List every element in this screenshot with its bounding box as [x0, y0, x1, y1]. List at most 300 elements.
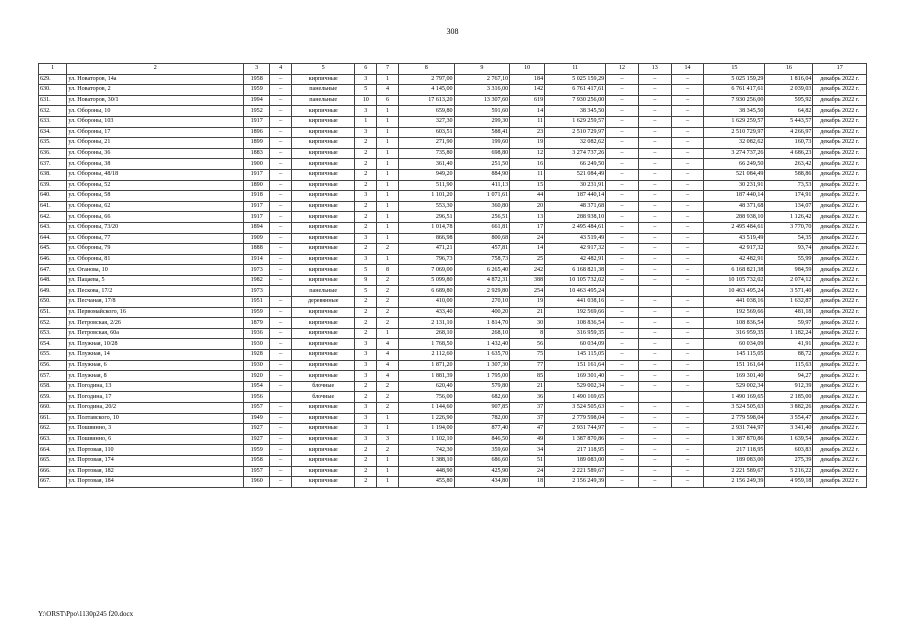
table-cell: 647.	[39, 265, 67, 276]
table-cell: 1 144,60	[398, 403, 454, 414]
table-cell: 2	[377, 286, 399, 297]
table-cell: –	[606, 371, 639, 382]
table-cell: –	[671, 127, 704, 138]
table-cell: 10 105 732,02	[704, 275, 765, 286]
table-cell: 32 082,62	[704, 138, 765, 149]
table-cell: 3	[355, 106, 377, 117]
table-cell: 1917	[244, 116, 270, 127]
table-cell: 649.	[39, 286, 67, 297]
table-cell: 3 770,70	[765, 222, 813, 233]
table-cell: блочные	[292, 392, 355, 403]
table-cell: 268,10	[454, 328, 510, 339]
table-cell: декабрь 2022 г.	[813, 148, 867, 159]
table-cell: декабрь 2022 г.	[813, 297, 867, 308]
table-cell: 735,80	[398, 148, 454, 159]
table-cell: 1951	[244, 297, 270, 308]
table-cell: 34	[510, 445, 545, 456]
table-cell: 2	[355, 381, 377, 392]
table-cell	[270, 392, 292, 403]
table-cell: 3 316,00	[454, 85, 510, 96]
table-cell: 2	[355, 244, 377, 255]
table-cell: ул. Обороны, 36	[67, 148, 244, 159]
table-cell: декабрь 2022 г.	[813, 286, 867, 297]
table-cell: ул. Портовая, 174	[67, 455, 244, 466]
table-cell: 15	[510, 180, 545, 191]
table-cell: 698,80	[454, 148, 510, 159]
table-cell: 4	[377, 85, 399, 96]
table-cell: –	[606, 297, 639, 308]
table-cell: декабрь 2022 г.	[813, 339, 867, 350]
table-cell: 1917	[244, 212, 270, 223]
table-cell: –	[671, 403, 704, 414]
table-cell: кирпичные	[292, 127, 355, 138]
table-cell: –	[606, 403, 639, 414]
table-cell: 634.	[39, 127, 67, 138]
table-cell: 4 959,18	[765, 477, 813, 488]
table-cell: –	[638, 106, 671, 117]
table-cell: –	[606, 339, 639, 350]
table-cell: –	[638, 244, 671, 255]
table-cell: –	[638, 201, 671, 212]
table-cell: кирпичные	[292, 116, 355, 127]
table-cell: 2	[355, 445, 377, 456]
table-cell: 2 510 729,97	[545, 127, 606, 138]
table-body	[39, 74, 867, 487]
table-cell: 650.	[39, 297, 67, 308]
table-cell: кирпичные	[292, 159, 355, 170]
table-cell: 359,60	[454, 445, 510, 456]
table-row	[39, 307, 867, 318]
table-cell: 949,20	[398, 169, 454, 180]
table-cell: 5 099,80	[398, 275, 454, 286]
table-cell: кирпичные	[292, 169, 355, 180]
table-cell: 3	[355, 371, 377, 382]
table-cell: 66 249,50	[545, 159, 606, 170]
table-cell: 1	[377, 466, 399, 477]
table-cell: –	[606, 265, 639, 276]
table-cell: –	[606, 180, 639, 191]
table-cell: 299,30	[454, 116, 510, 127]
table-cell: –	[671, 275, 704, 286]
table-cell: 2	[355, 138, 377, 149]
table-cell: –	[606, 95, 639, 106]
table-cell: ул. Обороны, 52	[67, 180, 244, 191]
table-cell: –	[671, 381, 704, 392]
table-cell: 1	[377, 169, 399, 180]
table-cell: 1 387 870,86	[704, 434, 765, 445]
table-cell: декабрь 2022 г.	[813, 116, 867, 127]
table-cell: 43 519,49	[704, 233, 765, 244]
table-cell: 631.	[39, 95, 67, 106]
table-cell: 187 440,14	[704, 191, 765, 202]
table-cell: 1 102,10	[398, 434, 454, 445]
table-cell: 663.	[39, 434, 67, 445]
table-cell: 42 482,91	[545, 254, 606, 265]
table-row	[39, 403, 867, 414]
table-cell: 3	[355, 127, 377, 138]
table-cell: –	[270, 74, 292, 85]
table-cell: 2 039,03	[765, 85, 813, 96]
table-cell: кирпичные	[292, 328, 355, 339]
table-cell: 60 034,09	[704, 339, 765, 350]
table-cell: ул. Новаторов, 2	[67, 85, 244, 96]
table-cell: декабрь 2022 г.	[813, 254, 867, 265]
table-cell: 636.	[39, 148, 67, 159]
table-cell: ул. Портовая, 182	[67, 466, 244, 477]
table-cell: –	[270, 477, 292, 488]
table-cell: 425,90	[454, 466, 510, 477]
table-cell: 2 074,12	[765, 275, 813, 286]
table-cell: –	[270, 275, 292, 286]
column-number-header: 5	[292, 64, 355, 75]
table-cell: 360,80	[454, 201, 510, 212]
table-cell: 511,90	[398, 180, 454, 191]
table-cell: 659,80	[398, 106, 454, 117]
table-cell: 10 463 495,24	[545, 286, 606, 297]
table-cell: 2	[355, 222, 377, 233]
table-cell: 1	[377, 455, 399, 466]
table-cell: 192 569,66	[704, 307, 765, 318]
table-cell: 1 629 259,57	[704, 116, 765, 127]
table-cell: 411,13	[454, 180, 510, 191]
table-cell: 20	[510, 201, 545, 212]
table-row	[39, 212, 867, 223]
table-cell: –	[270, 169, 292, 180]
table-cell: кирпичные	[292, 466, 355, 477]
table-cell: –	[606, 254, 639, 265]
table-cell: –	[270, 455, 292, 466]
table-cell: ул. Обороны, 21	[67, 138, 244, 149]
table-cell: 7 069,00	[398, 265, 454, 276]
table-cell: декабрь 2022 г.	[813, 169, 867, 180]
table-cell: 553,30	[398, 201, 454, 212]
table-cell: ул. Портовая, 110	[67, 445, 244, 456]
table-cell: 54,35	[765, 233, 813, 244]
table-row	[39, 371, 867, 382]
table-cell: 2	[355, 180, 377, 191]
table-cell: 93,74	[765, 244, 813, 255]
table-cell: 271,90	[398, 138, 454, 149]
table-cell: 16	[510, 159, 545, 170]
table-cell: –	[270, 85, 292, 96]
table-cell: 1 387 870,86	[545, 434, 606, 445]
table-row	[39, 477, 867, 488]
page-number: 308	[446, 27, 459, 36]
column-number-header: 12	[606, 64, 639, 75]
table-cell: 1894	[244, 222, 270, 233]
table-cell: 6 689,80	[398, 286, 454, 297]
table-cell: 17	[510, 222, 545, 233]
table-cell: –	[638, 307, 671, 318]
table-cell: 55,99	[765, 254, 813, 265]
table-row	[39, 95, 867, 106]
table-cell: кирпичные	[292, 434, 355, 445]
table-cell: –	[671, 328, 704, 339]
table-cell: 441 038,16	[545, 297, 606, 308]
table-row	[39, 191, 867, 202]
table-cell: 656.	[39, 360, 67, 371]
table-cell: –	[638, 222, 671, 233]
table-cell: 1	[377, 477, 399, 488]
table-cell: 1 632,87	[765, 297, 813, 308]
table-cell: 108 836,54	[545, 318, 606, 329]
table-cell: 629.	[39, 74, 67, 85]
table-cell: –	[638, 254, 671, 265]
table-cell: 1	[377, 212, 399, 223]
table-cell: декабрь 2022 г.	[813, 360, 867, 371]
table-cell: 984,59	[765, 265, 813, 276]
column-number-header: 13	[638, 64, 671, 75]
table-cell: 1920	[244, 371, 270, 382]
table-cell: 85	[510, 371, 545, 382]
table-cell: –	[270, 318, 292, 329]
table-cell: 1 814,70	[454, 318, 510, 329]
table-cell: декабрь 2022 г.	[813, 233, 867, 244]
table-cell: 662.	[39, 424, 67, 435]
table-cell: –	[638, 297, 671, 308]
table-cell: декабрь 2022 г.	[813, 106, 867, 117]
table-cell: кирпичные	[292, 106, 355, 117]
table-cell: 51	[510, 455, 545, 466]
table-cell: –	[671, 477, 704, 488]
footer-file-path: Y:\ORST\Ppo\1130p245 f20.docx	[38, 610, 134, 618]
table-row	[39, 127, 867, 138]
table-cell: –	[671, 360, 704, 371]
table-cell: кирпичные	[292, 191, 355, 202]
table-cell: ул. Первомайского, 16	[67, 307, 244, 318]
table-cell: 434,80	[454, 477, 510, 488]
table-row	[39, 350, 867, 361]
table-cell: 6	[377, 95, 399, 106]
table-row	[39, 265, 867, 276]
column-number-header: 3	[244, 64, 270, 75]
table-cell: панельные	[292, 286, 355, 297]
table-cell: –	[671, 222, 704, 233]
table-cell: –	[671, 244, 704, 255]
table-cell: ул. Обороны, 66	[67, 212, 244, 223]
table-cell: 3 274 737,26	[545, 148, 606, 159]
table-cell: –	[671, 180, 704, 191]
table-cell: –	[638, 350, 671, 361]
column-number-header: 2	[67, 64, 244, 75]
table-row	[39, 138, 867, 149]
table-cell: 471,21	[398, 244, 454, 255]
header-row	[39, 64, 867, 75]
table-cell: –	[606, 148, 639, 159]
table-cell: –	[270, 244, 292, 255]
table-cell: 174,91	[765, 191, 813, 202]
table-cell: –	[638, 318, 671, 329]
table-cell: 640.	[39, 191, 67, 202]
table-cell: –	[671, 85, 704, 96]
table-cell: 2 929,80	[454, 286, 510, 297]
table-cell: кирпичные	[292, 339, 355, 350]
table-cell: декабрь 2022 г.	[813, 477, 867, 488]
table-row	[39, 254, 867, 265]
table-row	[39, 159, 867, 170]
table-cell: 316 959,35	[704, 328, 765, 339]
table-cell: 5 025 159,29	[704, 74, 765, 85]
table-cell: ул. Обороны, 73/20	[67, 222, 244, 233]
table-cell: –	[671, 233, 704, 244]
table-cell: 275,39	[765, 455, 813, 466]
table-cell: 782,00	[454, 413, 510, 424]
table-cell: 1	[377, 191, 399, 202]
table-cell: 2	[377, 381, 399, 392]
table-cell: 603,51	[398, 127, 454, 138]
table-row	[39, 148, 867, 159]
table-cell: –	[638, 477, 671, 488]
table-cell: 633.	[39, 116, 67, 127]
table-cell: кирпичные	[292, 201, 355, 212]
table-cell: 254	[510, 286, 545, 297]
table-cell: –	[638, 180, 671, 191]
table-cell: 1959	[244, 307, 270, 318]
table-cell: –	[270, 339, 292, 350]
table-cell: 654.	[39, 339, 67, 350]
table-cell: –	[606, 159, 639, 170]
table-cell: 638.	[39, 169, 67, 180]
table-cell: –	[671, 424, 704, 435]
table-cell: 3	[355, 254, 377, 265]
table-cell: 652.	[39, 318, 67, 329]
table-cell: 3	[355, 350, 377, 361]
table-cell: декабрь 2022 г.	[813, 95, 867, 106]
table-cell: 44	[510, 191, 545, 202]
table-cell: 1 126,42	[765, 212, 813, 223]
table-cell: 1960	[244, 477, 270, 488]
table-cell: кирпичные	[292, 233, 355, 244]
table-cell: 2 779 598,04	[545, 413, 606, 424]
table-cell: 1 490 169,65	[545, 392, 606, 403]
table-cell: 1 768,50	[398, 339, 454, 350]
table-cell: 664.	[39, 445, 67, 456]
table-cell: –	[270, 148, 292, 159]
table-cell: 8	[510, 328, 545, 339]
table-cell: ул. Плужная, 14	[67, 350, 244, 361]
table-cell: 21	[510, 381, 545, 392]
table-cell: 2	[377, 318, 399, 329]
table-cell: ул. Песчаная, 17/8	[67, 297, 244, 308]
table-cell: –	[606, 85, 639, 96]
table-cell: 1	[377, 233, 399, 244]
table-cell: 3	[355, 434, 377, 445]
table-cell: 1	[377, 106, 399, 117]
table-cell	[638, 286, 671, 297]
table-cell: 3 274 737,26	[704, 148, 765, 159]
table-cell: 756,00	[398, 392, 454, 403]
table-cell: 2	[377, 445, 399, 456]
table-cell: 4	[377, 350, 399, 361]
table-cell: –	[270, 424, 292, 435]
table-cell: ул. Обороны, 48/18	[67, 169, 244, 180]
table-cell: –	[270, 191, 292, 202]
table-cell: 21	[510, 307, 545, 318]
column-number-header: 15	[704, 64, 765, 75]
table-cell: ул. Плужная, 10/28	[67, 339, 244, 350]
table-cell: 142	[510, 85, 545, 96]
table-cell: 251,50	[454, 159, 510, 170]
table-row	[39, 85, 867, 96]
table-cell: 1	[377, 159, 399, 170]
table-cell: –	[638, 116, 671, 127]
table-cell: кирпичные	[292, 413, 355, 424]
table-cell: 145 115,05	[704, 350, 765, 361]
table-cell: –	[671, 106, 704, 117]
table-cell: 11	[510, 116, 545, 127]
table-cell: –	[606, 307, 639, 318]
table-cell: 115,63	[765, 360, 813, 371]
table-cell: –	[606, 138, 639, 149]
table-cell: –	[270, 201, 292, 212]
table-cell: –	[606, 477, 639, 488]
table-cell: 6 265,40	[454, 265, 510, 276]
table-cell: –	[270, 138, 292, 149]
table-cell: 2	[355, 159, 377, 170]
table-cell: –	[606, 222, 639, 233]
table-cell: 1958	[244, 74, 270, 85]
table-cell: –	[671, 138, 704, 149]
table-cell: –	[270, 360, 292, 371]
table-cell: 263,42	[765, 159, 813, 170]
table-cell: 288 938,10	[704, 212, 765, 223]
table-cell: декабрь 2022 г.	[813, 455, 867, 466]
table-cell: 2	[355, 455, 377, 466]
table-cell: –	[270, 297, 292, 308]
table-cell: –	[671, 191, 704, 202]
table-cell: –	[638, 424, 671, 435]
table-cell: декабрь 2022 г.	[813, 191, 867, 202]
table-cell: 1 226,90	[398, 413, 454, 424]
table-cell: 108 836,54	[704, 318, 765, 329]
column-number-header: 14	[671, 64, 704, 75]
table-cell: –	[638, 265, 671, 276]
table-cell: панельные	[292, 85, 355, 96]
table-cell: 1	[377, 222, 399, 233]
table-cell: –	[270, 434, 292, 445]
table-cell: 1 795,00	[454, 371, 510, 382]
table-cell: ул. Петровская, 60а	[67, 328, 244, 339]
table-row	[39, 169, 867, 180]
table-cell: кирпичные	[292, 403, 355, 414]
table-cell: кирпичные	[292, 360, 355, 371]
table-cell: –	[671, 169, 704, 180]
table-cell: 866,98	[398, 233, 454, 244]
table-cell: 3	[355, 360, 377, 371]
table-cell: –	[270, 222, 292, 233]
table-cell: –	[606, 360, 639, 371]
table-cell: 481,18	[765, 307, 813, 318]
table-cell: 3	[355, 191, 377, 202]
table-cell: декабрь 2022 г.	[813, 212, 867, 223]
table-cell: 620,40	[398, 381, 454, 392]
table-cell: ул. Обороны, 38	[67, 159, 244, 170]
table-cell: 635.	[39, 138, 67, 149]
table-cell: декабрь 2022 г.	[813, 350, 867, 361]
table-cell: –	[606, 434, 639, 445]
column-number-header: 6	[355, 64, 377, 75]
table-cell: 603,83	[765, 445, 813, 456]
table-cell: –	[270, 413, 292, 424]
table-cell: декабрь 2022 г.	[813, 265, 867, 276]
table-cell: 619	[510, 95, 545, 106]
table-cell: ул. Пошвинно, 6	[67, 434, 244, 445]
table-cell: –	[606, 201, 639, 212]
table-cell: –	[638, 74, 671, 85]
table-cell: 8	[377, 265, 399, 276]
table-cell: –	[270, 233, 292, 244]
table-cell: 19	[510, 297, 545, 308]
